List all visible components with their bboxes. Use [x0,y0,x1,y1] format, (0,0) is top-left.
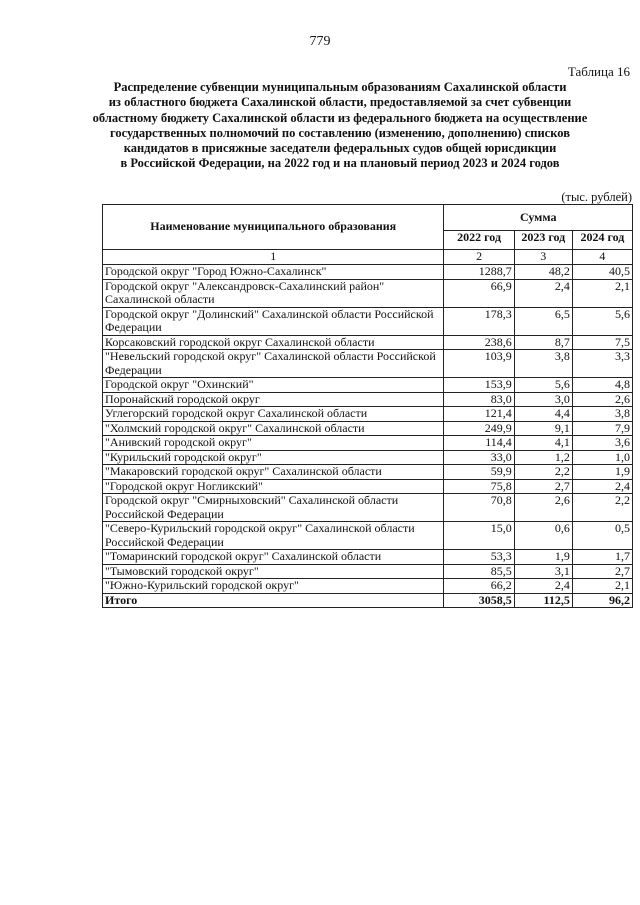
municipality-name: Городской округ "Александровск-Сахалинский район" Сахалинской области [103,279,444,307]
total-2022: 3058,5 [444,593,514,608]
column-number: 2 [444,250,514,265]
value-2024: 2,1 [572,579,632,594]
municipality-name: Городской округ "Смирныховский" Сахалинской области Российской Федерации [103,494,444,522]
value-2024: 0,5 [572,522,632,550]
table-row [103,465,633,480]
table-row [103,421,633,436]
title-line: Распределение субвенции муниципальным образованиям Сахалинской области [113,80,567,94]
value-2024: 2,6 [572,392,632,407]
header-sum: Сумма [444,205,633,231]
column-number: 3 [514,250,572,265]
value-2023: 2,4 [514,279,572,307]
table-row [103,335,633,350]
value-2022: 53,3 [444,550,514,565]
table-row [103,579,633,594]
table-row [103,392,633,407]
value-2022: 85,5 [444,564,514,579]
municipality-name: "Тымовский городской округ" [103,564,444,579]
municipality-name: "Городской округ Ногликский" [103,479,444,494]
value-2023: 6,5 [514,307,572,335]
value-2024: 1,9 [572,465,632,480]
value-2022: 15,0 [444,522,514,550]
value-2023: 5,6 [514,378,572,393]
table-row [103,265,633,280]
value-2023: 0,6 [514,522,572,550]
municipality-name: Городской округ "Город Южно-Сахалинск" [103,265,444,280]
value-2023: 2,7 [514,479,572,494]
municipality-name: "Южно-Курильский городской округ" [103,579,444,594]
total-label: Итого [103,593,444,608]
value-2024: 2,7 [572,564,632,579]
value-2023: 3,1 [514,564,572,579]
value-2023: 3,0 [514,392,572,407]
municipality-name: Корсаковский городской округ Сахалинской области [103,335,444,350]
municipality-name: "Макаровский городской округ" Сахалинской области [103,465,444,480]
value-2024: 40,5 [572,265,632,280]
municipality-name: "Курильский городской округ" [103,450,444,465]
municipality-name: Углегорский городской округ Сахалинской области [103,407,444,422]
value-2022: 66,9 [444,279,514,307]
municipality-name: Поронайский городской округ [103,392,444,407]
municipality-name: Городской округ "Охинский" [103,378,444,393]
total-row [103,593,633,608]
title-line: в Российской Федерации, на 2022 год и на плановый период 2023 и 2024 годов [120,156,560,171]
title-line: областному бюджету Сахалинской области из федерального бюджета на осуществление [92,110,588,125]
value-2022: 103,9 [444,350,514,378]
value-2022: 83,0 [444,392,514,407]
value-2024: 2,1 [572,279,632,307]
value-2023: 2,4 [514,579,572,594]
value-2023: 8,7 [514,335,572,350]
units-note: (тыс. рублей) [561,190,632,204]
header-municipality: Наименование муниципального образования [103,205,444,250]
value-2022: 249,9 [444,421,514,436]
value-2023: 4,1 [514,436,572,451]
value-2022: 178,3 [444,307,514,335]
total-2024: 96,2 [572,593,632,608]
value-2022: 153,9 [444,378,514,393]
total-2023: 112,5 [514,593,572,608]
value-2022: 1288,7 [444,265,514,280]
table-label: Таблица 16 [567,64,630,79]
title-line: из областного бюджета Сахалинской области, предоставляемой за счет субвенции [108,95,572,110]
municipality-name: "Северо-Курильский городской округ" Сахалинской области Российской Федерации [103,522,444,550]
subvention-table [102,204,633,608]
table-row [103,450,633,465]
value-2023: 9,1 [514,421,572,436]
municipality-name: Городской округ "Долинский" Сахалинской области Российской Федерации [103,307,444,335]
value-2022: 75,8 [444,479,514,494]
header-year-2023: 2023 год [514,230,572,249]
table-row [103,550,633,565]
value-2023: 1,9 [514,550,572,565]
table-row [103,378,633,393]
header-year-2022: 2022 год [444,230,514,249]
title-line: государственных полномочий по составлению (изменению, дополнению) списков [110,125,570,140]
value-2024: 3,6 [572,436,632,451]
table-row [103,522,633,550]
table-row [103,350,633,378]
municipality-name: "Анивский городской округ" [103,436,444,451]
value-2022: 59,9 [444,465,514,480]
value-2022: 66,2 [444,579,514,594]
value-2022: 114,4 [444,436,514,451]
value-2023: 1,2 [514,450,572,465]
table-body [103,265,633,594]
value-2023: 2,6 [514,494,572,522]
column-number: 4 [572,250,632,265]
value-2022: 238,6 [444,335,514,350]
table-row [103,564,633,579]
table-row [103,494,633,522]
value-2023: 48,2 [514,265,572,280]
value-2024: 2,2 [572,494,632,522]
table-row [103,479,633,494]
table-row [103,307,633,335]
column-number-row [103,250,633,265]
municipality-name: "Томаринский городской округ" Сахалинской области [103,550,444,565]
table-row [103,436,633,451]
value-2022: 121,4 [444,407,514,422]
value-2022: 33,0 [444,450,514,465]
value-2024: 5,6 [572,307,632,335]
value-2023: 2,2 [514,465,572,480]
value-2024: 7,5 [572,335,632,350]
page-number: 779 [309,34,331,49]
table-row [103,407,633,422]
title-line: кандидатов в присяжные заседатели федеральных судов общей юрисдикции [123,141,557,156]
value-2023: 3,8 [514,350,572,378]
value-2024: 4,8 [572,378,632,393]
column-number: 1 [103,250,444,265]
header-year-2024: 2024 год [572,230,632,249]
value-2023: 4,4 [514,407,572,422]
municipality-name: "Холмский городской округ" Сахалинской области [103,421,444,436]
municipality-name: "Невельский городской округ" Сахалинской области Российской Федерации [103,350,444,378]
table-row [103,279,633,307]
value-2024: 3,8 [572,407,632,422]
value-2024: 1,0 [572,450,632,465]
document-title [40,80,640,172]
value-2024: 7,9 [572,421,632,436]
value-2024: 1,7 [572,550,632,565]
value-2024: 3,3 [572,350,632,378]
value-2024: 2,4 [572,479,632,494]
value-2022: 70,8 [444,494,514,522]
